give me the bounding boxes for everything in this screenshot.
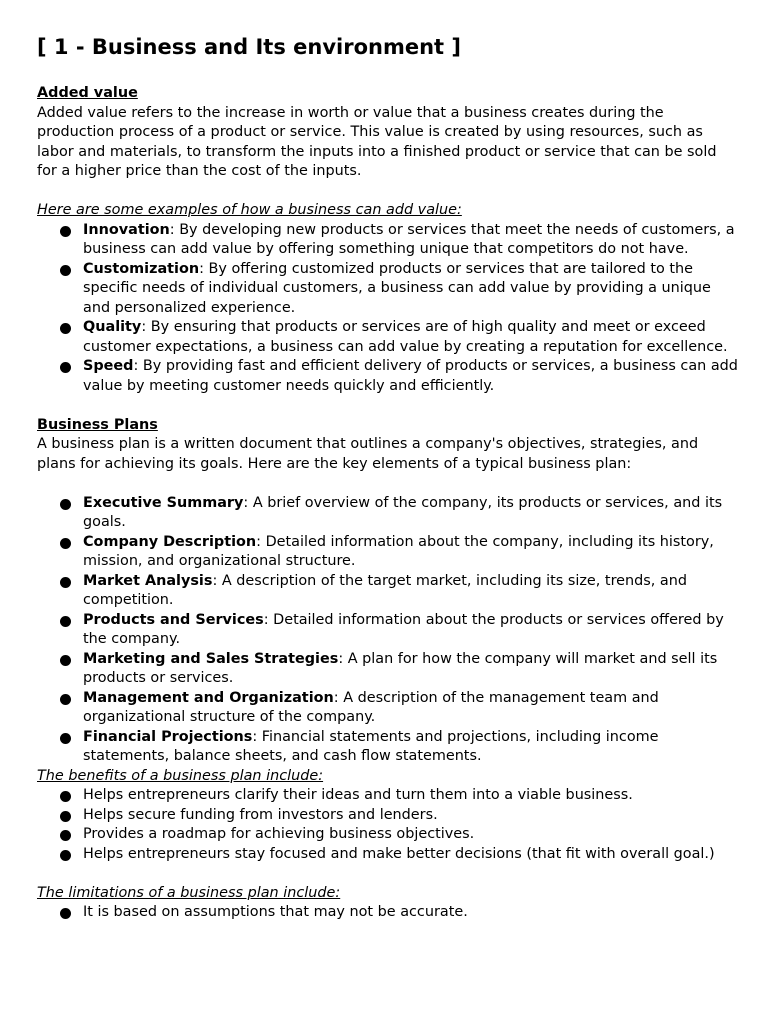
bullet-icon bbox=[60, 811, 71, 822]
business-plans-heading: Business Plans bbox=[37, 416, 158, 433]
element-term: Products and Services bbox=[83, 611, 264, 628]
limitations-intro: The limitations of a business plan include: bbox=[37, 884, 341, 901]
examples-list bbox=[37, 221, 738, 397]
bullet-icon bbox=[60, 694, 71, 705]
benefit-text: Helps secure funding from investors and lenders. bbox=[83, 806, 438, 823]
plan-elements-list bbox=[37, 494, 738, 767]
list-item bbox=[37, 357, 738, 396]
element-term: Management and Organization bbox=[83, 689, 334, 706]
added-value-heading: Added value bbox=[37, 85, 138, 101]
element-term: Financial Projections bbox=[83, 728, 253, 745]
list-item bbox=[37, 318, 738, 357]
bullet-icon bbox=[60, 908, 71, 919]
list-item bbox=[37, 650, 738, 689]
list-item bbox=[37, 845, 738, 865]
example-term: Customization bbox=[83, 260, 200, 277]
list-item bbox=[37, 903, 738, 923]
bullet-icon bbox=[60, 577, 71, 588]
element-term: Market Analysis bbox=[83, 572, 213, 589]
document-title: [ 1 - Business and Its environment ] bbox=[37, 35, 461, 59]
benefits-list bbox=[37, 786, 738, 864]
list-item bbox=[37, 572, 738, 611]
element-text: : Financial statements and projections, including income statements, balance sheets, and cash flow statements. bbox=[83, 728, 659, 764]
element-term: Executive Summary bbox=[83, 494, 244, 511]
list-item bbox=[37, 728, 738, 767]
spacer bbox=[37, 396, 738, 416]
element-text: : A brief overview of the company, its products or services, and its goals. bbox=[83, 494, 723, 530]
list-item bbox=[37, 806, 738, 826]
bullet-icon bbox=[60, 499, 71, 510]
list-item bbox=[37, 494, 738, 533]
element-term: Company Description bbox=[83, 533, 257, 550]
limitation-text: It is based on assumptions that may not be accurate. bbox=[83, 904, 468, 920]
example-text: : By developing new products or services that meet the needs of customers, a business can add value by offering something unique that competitors do not have. bbox=[83, 221, 735, 257]
list-item bbox=[37, 786, 738, 806]
list-item bbox=[37, 689, 738, 728]
example-term: Speed bbox=[83, 358, 134, 374]
bullet-icon bbox=[60, 265, 71, 276]
list-item bbox=[37, 533, 738, 572]
element-text: : A description of the management team and organizational structure of the company. bbox=[83, 689, 659, 725]
bullet-icon bbox=[60, 323, 71, 334]
example-text: : By providing fast and efficient delivery of products or services, a business can add value by meeting customer needs quickly and efficiently. bbox=[83, 358, 738, 394]
spacer bbox=[37, 62, 738, 84]
business-plans-paragraph: A business plan is a written document that outlines a company's objectives, strategies, and plans for achieving its goals. Here are the key elements of a typical business plan: bbox=[37, 436, 699, 472]
bullet-icon bbox=[60, 538, 71, 549]
example-term: Quality bbox=[83, 319, 142, 335]
bullet-icon bbox=[60, 362, 71, 373]
list-item bbox=[37, 260, 738, 319]
example-text: : By ensuring that products or services are of high quality and meet or exceed customer expectations, a business can add value by creating a reputation for excellence. bbox=[83, 319, 728, 355]
spacer bbox=[37, 864, 738, 884]
element-text: : A description of the target market, including its size, trends, and competition. bbox=[83, 572, 687, 608]
bullet-icon bbox=[60, 791, 71, 802]
list-item bbox=[37, 221, 738, 260]
bullet-icon bbox=[60, 655, 71, 666]
bullet-icon bbox=[60, 733, 71, 744]
added-value-paragraph: Added value refers to the increase in worth or value that a business creates during the production process of a product or service. This value is created by using resources, such as labor and materials, to transform the inputs into a finished product or service that can be sold for a higher price than the cost of the inputs. bbox=[37, 104, 717, 179]
element-text: : Detailed information about the company, including its history, mission, and organizational structure. bbox=[83, 533, 714, 569]
benefit-text: Helps entrepreneurs stay focused and make better decisions (that fit with overall goal.) bbox=[83, 845, 715, 862]
bullet-icon bbox=[60, 226, 71, 237]
list-item bbox=[37, 611, 738, 650]
spacer bbox=[37, 182, 738, 202]
bullet-icon bbox=[60, 850, 71, 861]
benefit-text: Helps entrepreneurs clarify their ideas and turn them into a viable business. bbox=[83, 787, 633, 803]
examples-intro: Here are some examples of how a business can add value: bbox=[37, 202, 462, 218]
list-item bbox=[37, 825, 738, 845]
element-term: Marketing and Sales Strategies bbox=[83, 650, 339, 667]
benefit-text: Provides a roadmap for achieving business objectives. bbox=[83, 826, 475, 842]
benefits-intro: The benefits of a business plan include: bbox=[37, 767, 324, 784]
example-text: : By offering customized products or services that are tailored to the specific needs of individual customers, a business can add value by providing a unique and personalized experience. bbox=[83, 260, 711, 316]
bullet-icon bbox=[60, 616, 71, 627]
limitations-list bbox=[37, 903, 738, 923]
element-text: : A plan for how the company will market and sell its products or services. bbox=[83, 650, 718, 686]
spacer bbox=[37, 474, 738, 494]
example-term: Innovation bbox=[83, 221, 170, 238]
bullet-icon bbox=[60, 830, 71, 841]
element-text: : Detailed information about the products or services offered by the company. bbox=[83, 611, 724, 647]
